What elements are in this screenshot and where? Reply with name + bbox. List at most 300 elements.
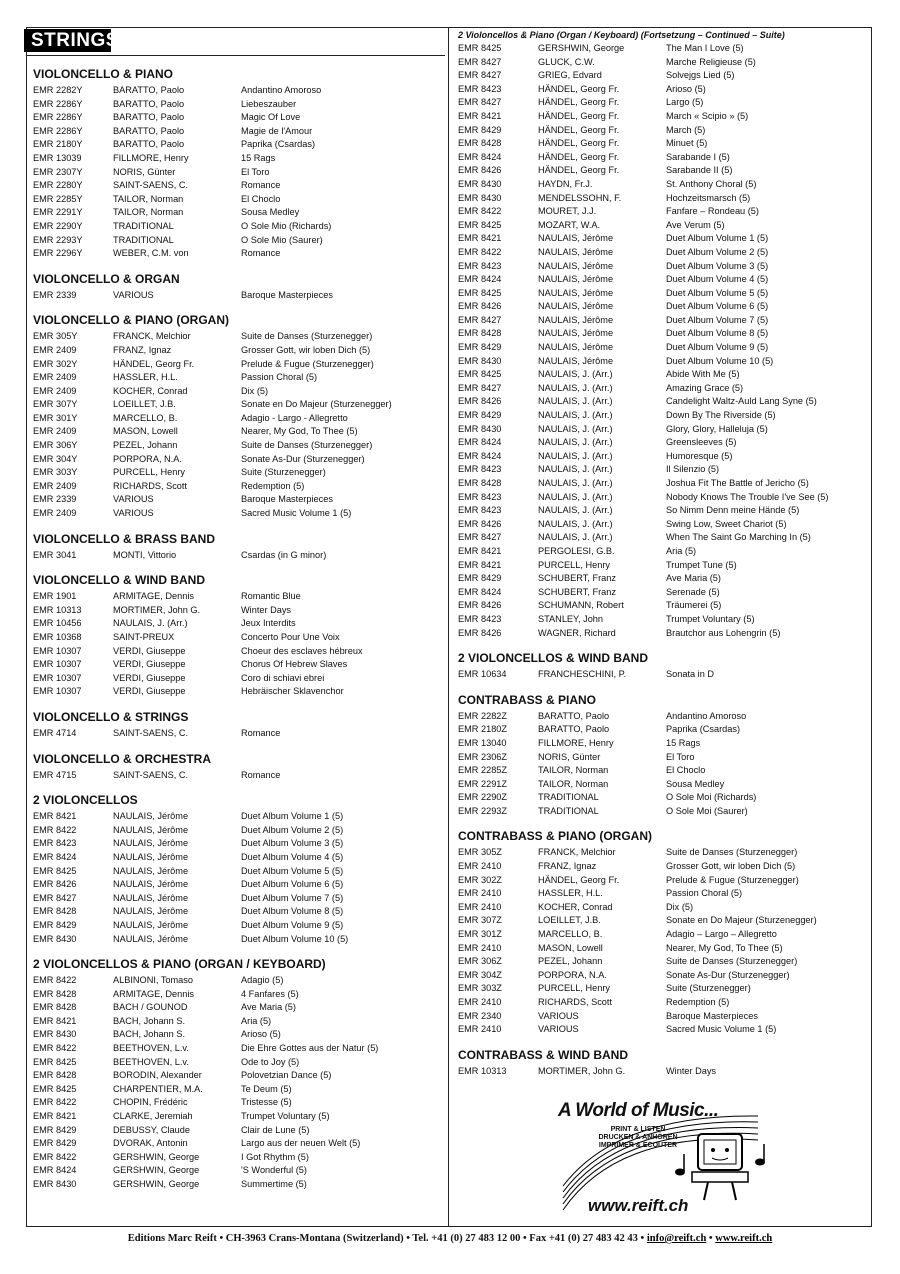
catalog-row: [455, 491, 867, 505]
section-title: VIOLONCELLO & BRASS BAND: [33, 531, 216, 546]
composer-name: BARATTO, Paolo: [113, 98, 185, 109]
composer-name: FRANCK, Melchior: [538, 847, 616, 858]
section-title: VIOLONCELLO & STRINGS: [33, 709, 189, 724]
work-title: Duet Album Volume 1 (5): [666, 233, 769, 244]
work-title: Duet Album Volume 5 (5): [666, 287, 769, 298]
composer-name: NAULAIS, J. (Arr.): [538, 382, 613, 393]
catalog-number: EMR 2409: [33, 480, 77, 491]
composer-name: LOEILLET, J.B.: [113, 399, 176, 410]
composer-name: BACH, Johann S.: [113, 1015, 186, 1026]
work-title: Sonate en Do Majeur (Sturzenegger): [666, 915, 817, 926]
work-title: Suite de Danses (Sturzenegger): [241, 440, 373, 451]
catalog-row: [455, 668, 867, 682]
work-title: Redemption (5): [666, 997, 730, 1007]
catalog-row: [30, 371, 442, 385]
work-title: Arioso (5): [241, 1029, 281, 1040]
catalog-number: EMR 8428: [458, 478, 502, 488]
catalog-row: [30, 358, 442, 372]
catalog-number: EMR 2410: [458, 888, 502, 899]
catalog-number: EMR 8421: [458, 110, 502, 121]
catalog-number: EMR 2409: [33, 372, 77, 383]
work-title: Duet Album Volume 2 (5): [666, 246, 769, 257]
catalog-number: EMR 8425: [458, 369, 502, 380]
catalog-row: [30, 398, 442, 412]
composer-name: NAULAIS, J. (Arr.): [113, 618, 188, 629]
catalog-row: [455, 791, 867, 805]
composer-name: NAULAIS, J. (Arr.): [538, 478, 613, 488]
work-title: Winter Days: [241, 604, 292, 615]
catalog-number: EMR 8425: [458, 219, 502, 230]
catalog-row: [455, 192, 867, 206]
work-title: Sacred Music Volume 1 (5): [241, 508, 352, 519]
catalog-row: [455, 110, 867, 124]
catalog-number: EMR 2286Y: [33, 98, 83, 109]
catalog-number: EMR 8430: [33, 933, 77, 944]
composer-name: CHOPIN, Frédéric: [113, 1097, 188, 1108]
catalog-row: [455, 409, 867, 423]
catalog-row: [30, 1015, 442, 1029]
catalog-row: [455, 914, 867, 928]
catalog-number: EMR 305Z: [458, 847, 502, 858]
composer-name: NAULAIS, Jérôme: [538, 233, 614, 244]
work-title: Romantic Blue: [241, 591, 301, 602]
composer-name: NAULAIS, J. (Arr.): [538, 410, 613, 421]
work-title: St. Anthony Choral (5): [666, 178, 757, 189]
work-title: Coro di schiavi ebrei: [241, 672, 325, 683]
catalog-row: [30, 878, 442, 892]
work-title: Dix (5): [666, 901, 694, 912]
work-title: Humoresque (5): [666, 450, 733, 461]
composer-name: NAULAIS, Jérôme: [113, 824, 189, 835]
composer-name: NORIS, Günter: [113, 166, 176, 177]
catalog-number: EMR 8427: [33, 892, 77, 903]
section-title: VIOLONCELLO & PIANO (ORGAN): [33, 313, 229, 328]
work-title: Duet Album Volume 9 (5): [241, 919, 344, 930]
catalog-row: [30, 865, 442, 879]
work-title: Trumpet Tune (5): [666, 559, 737, 570]
catalog-row: [455, 710, 867, 724]
catalog-number: EMR 8422: [33, 824, 77, 835]
composer-name: MONTI, Vittorio: [113, 549, 177, 560]
composer-name: NAULAIS, Jérôme: [538, 260, 614, 271]
catalog-row: [30, 810, 442, 824]
composer-name: BARATTO, Paolo: [113, 139, 185, 150]
catalog-number: EMR 8428: [458, 138, 502, 149]
composer-name: SCHUBERT, Franz: [538, 586, 616, 597]
work-title: Duet Album Volume 9 (5): [666, 342, 769, 353]
catalog-number: EMR 1901: [33, 591, 77, 602]
catalog-number: EMR 307Z: [458, 915, 502, 926]
composer-name: PORPORA, N.A.: [113, 453, 182, 464]
catalog-row: [455, 205, 867, 219]
catalog-number: EMR 8422: [33, 975, 77, 986]
composer-name: BARATTO, Paolo: [113, 125, 185, 136]
work-title: Duet Album Volume 7 (5): [666, 314, 769, 325]
catalog-number: EMR 8429: [458, 573, 502, 584]
work-title: O Sole Mio (Richards): [241, 220, 332, 231]
catalog-number: EMR 302Z: [458, 874, 502, 885]
composer-name: NAULAIS, Jérôme: [113, 919, 189, 930]
catalog-row: [30, 933, 442, 947]
catalog-row: [455, 219, 867, 233]
catalog-number: EMR 303Z: [458, 983, 502, 994]
section-title: CONTRABASS & PIANO: [458, 692, 597, 707]
catalog-row: [30, 412, 442, 426]
work-title: O Sole Moi (Saurer): [666, 805, 748, 816]
catalog-number: EMR 8428: [33, 988, 77, 999]
composer-name: STANLEY, John: [538, 613, 604, 624]
catalog-number: EMR 2290Y: [33, 220, 83, 231]
catalog-number: EMR 8430: [458, 423, 502, 434]
composer-name: SAINT-SAENS, C.: [113, 769, 189, 780]
work-title: Winter Days: [666, 1065, 717, 1076]
work-title: Abide With Me (5): [666, 369, 740, 380]
catalog-number: EMR 2410: [458, 901, 502, 912]
catalog-number: EMR 2293Y: [33, 234, 83, 245]
catalog-number: EMR 304Y: [33, 453, 78, 464]
catalog-number: EMR 2410: [458, 1024, 502, 1035]
catalog-row: [455, 423, 867, 437]
catalog-row: [30, 988, 442, 1002]
catalog-row: [455, 531, 867, 545]
composer-name: TAILOR, Norman: [113, 207, 184, 218]
catalog-row: [30, 152, 442, 166]
work-title: Amazing Grace (5): [666, 382, 744, 393]
catalog-row: [30, 905, 442, 919]
work-title: 15 Rags: [666, 737, 701, 748]
composer-name: MASON, Lowell: [113, 426, 178, 437]
work-title: Ave Maria (5): [241, 1002, 296, 1013]
composer-name: ALBINONI, Tomaso: [113, 975, 193, 986]
advert-line: PRINT & LISTEN: [610, 1126, 666, 1133]
catalog-number: EMR 306Y: [33, 440, 78, 451]
catalog-row: [455, 955, 867, 969]
advert-title: A World of Music...: [558, 1100, 719, 1121]
section-title: VIOLONCELLO & WIND BAND: [33, 573, 205, 588]
catalog-number: EMR 8429: [458, 342, 502, 353]
composer-name: CLARKE, Jeremiah: [113, 1111, 193, 1122]
left-column: [30, 28, 442, 1198]
composer-name: MOZART, W.A.: [538, 219, 601, 230]
catalog-number: EMR 8426: [458, 627, 502, 638]
work-title: Te Deum (5): [241, 1083, 292, 1094]
work-title: Duet Album Volume 1 (5): [241, 811, 344, 822]
catalog-row: [30, 425, 442, 439]
catalog-row: [30, 974, 442, 988]
catalog-row: [455, 477, 867, 491]
composer-name: BARATTO, Paolo: [538, 724, 610, 735]
catalog-number: EMR 8422: [458, 206, 502, 217]
composer-name: TRADITIONAL: [538, 805, 599, 816]
right-column: [455, 28, 867, 1084]
catalog-number: EMR 8427: [458, 314, 502, 325]
catalog-number: EMR 8422: [33, 1043, 77, 1054]
work-title: Träumerei (5): [666, 600, 722, 611]
composer-name: BACH, Johann S.: [113, 1029, 186, 1040]
catalog-number: EMR 305Y: [33, 331, 78, 342]
work-title: Duet Album Volume 7 (5): [241, 892, 344, 903]
catalog-number: EMR 8422: [458, 246, 502, 257]
work-title: Jeux Interdits: [241, 618, 296, 629]
composer-name: HÄNDEL, Georg Fr.: [538, 97, 620, 108]
composer-name: BEETHOVEN, L.v.: [113, 1056, 189, 1067]
work-title: Sacred Music Volume 1 (5): [666, 1024, 777, 1035]
work-title: Aria (5): [666, 545, 697, 556]
section-title: CONTRABASS & WIND BAND: [458, 1047, 628, 1062]
work-title: Sarabande I (5): [666, 151, 730, 162]
catalog-row: [455, 1023, 867, 1037]
work-title: Marche Religieuse (5): [666, 56, 756, 67]
catalog-row: [30, 247, 442, 261]
composer-name: TRADITIONAL: [113, 234, 174, 245]
catalog-row: [30, 919, 442, 933]
catalog-row: [30, 590, 442, 604]
composer-name: CHARPENTIER, M.A.: [113, 1083, 203, 1094]
catalog-number: EMR 8425: [33, 1083, 77, 1094]
catalog-row: [30, 98, 442, 112]
catalog-row: [455, 751, 867, 765]
work-title: Sonate As-Dur (Sturzenegger): [666, 969, 790, 980]
composer-name: TRADITIONAL: [113, 220, 174, 231]
catalog-row: [455, 504, 867, 518]
catalog-row: [30, 1069, 442, 1083]
catalog-number: EMR 8426: [458, 518, 502, 529]
catalog-number: EMR 10307: [33, 672, 82, 683]
work-title: Serenade (5): [666, 586, 720, 597]
work-title: Solvejgs Lied (5): [666, 70, 735, 81]
catalog-row: [30, 84, 442, 98]
catalog-number: EMR 8429: [458, 410, 502, 421]
work-title: Sonate en Do Majeur (Sturzenegger): [241, 399, 392, 410]
work-title: O Sole Mio (Saurer): [241, 234, 323, 245]
catalog-number: EMR 10313: [33, 604, 82, 615]
catalog-row: [30, 1124, 442, 1138]
catalog-number: EMR 2409: [33, 508, 77, 519]
work-title: Csardas (in G minor): [241, 549, 327, 560]
section-title: VIOLONCELLO & PIANO: [33, 67, 174, 81]
work-title: Trumpet Voluntary (5): [666, 613, 755, 624]
catalog-row: [30, 344, 442, 358]
catalog-number: EMR 8425: [33, 865, 77, 876]
catalog-row: [455, 436, 867, 450]
composer-name: FILLMORE, Henry: [113, 152, 189, 163]
composer-name: NAULAIS, Jérôme: [113, 838, 189, 849]
catalog-number: EMR 2180Z: [458, 724, 508, 735]
composer-name: PURCELL, Henry: [538, 559, 610, 570]
strings-banner: STRINGS: [24, 29, 111, 52]
catalog-row: [30, 206, 442, 220]
catalog-number: EMR 8429: [33, 919, 77, 930]
catalog-number: EMR 8426: [458, 600, 502, 611]
catalog-row: [455, 137, 867, 151]
catalog-row: [30, 220, 442, 234]
composer-name: MORTIMER, John G.: [538, 1065, 626, 1076]
catalog-row: [455, 178, 867, 192]
work-title: Suite de Danses (Sturzenegger): [666, 956, 798, 967]
composer-name: NAULAIS, Jérôme: [538, 314, 614, 325]
catalog-number: EMR 2291Y: [33, 207, 83, 218]
composer-name: PEZEL, Johann: [538, 956, 603, 967]
catalog-number: EMR 8425: [33, 1056, 77, 1067]
catalog-row: [30, 1096, 442, 1110]
catalog-row: [455, 764, 867, 778]
composer-name: HASSLER, H.L.: [113, 372, 178, 383]
column-divider: [448, 27, 449, 1227]
catalog-number: EMR 8421: [458, 545, 502, 556]
footer-separator: •: [706, 1233, 716, 1244]
catalog-number: EMR 2280Y: [33, 180, 83, 191]
catalog-number: EMR 2293Z: [458, 805, 508, 816]
catalog-number: EMR 2409: [33, 426, 77, 437]
catalog-number: EMR 8427: [458, 532, 502, 543]
catalog-row: [455, 887, 867, 901]
work-title: Glory, Glory, Halleluja (5): [666, 423, 768, 434]
catalog-number: EMR 2410: [458, 861, 502, 872]
work-title: Andantino Amoroso: [666, 710, 747, 721]
right-sections: [455, 650, 867, 1078]
composer-name: BARATTO, Paolo: [113, 85, 185, 95]
composer-name: PURCELL, Henry: [538, 983, 610, 994]
work-title: 'S Wonderful (5): [241, 1165, 307, 1176]
catalog-row: [455, 273, 867, 287]
footer-email-link[interactable]: info@reift.ch: [646, 1233, 707, 1244]
catalog-number: EMR 302Y: [33, 358, 78, 369]
composer-name: NAULAIS, J. (Arr.): [538, 396, 613, 407]
catalog-number: EMR 10307: [33, 659, 82, 670]
composer-name: VARIOUS: [113, 494, 154, 505]
composer-name: NAULAIS, Jérôme: [113, 851, 189, 862]
catalog-section: [30, 531, 442, 563]
catalog-number: EMR 2409: [33, 344, 77, 355]
catalog-row: [30, 125, 442, 139]
work-title: Chorus Of Hebrew Slaves: [241, 659, 348, 670]
catalog-row: [455, 723, 867, 737]
catalog-number: EMR 2410: [458, 997, 502, 1007]
composer-name: KOCHER, Conrad: [538, 901, 613, 912]
composer-name: PORPORA, N.A.: [538, 969, 607, 980]
banner-wrap: [27, 29, 445, 56]
catalog-number: EMR 8424: [458, 586, 502, 597]
work-title: Joshua Fit The Battle of Jericho (5): [666, 478, 809, 488]
catalog-section: [30, 312, 442, 520]
catalog-number: EMR 8428: [33, 1002, 77, 1013]
catalog-number: EMR 10634: [458, 669, 507, 680]
continued-heading: 2 Violoncellos & Piano (Organ / Keyboard) (Fortsetzung – Continued – Suite): [458, 30, 785, 40]
composer-name: VARIOUS: [538, 1010, 579, 1021]
composer-name: NAULAIS, Jérôme: [113, 879, 189, 890]
catalog-row: [30, 453, 442, 467]
composer-name: NAULAIS, Jérôme: [538, 301, 614, 312]
catalog-number: EMR 13039: [33, 152, 82, 163]
composer-name: HÄNDEL, Georg Fr.: [538, 124, 620, 135]
catalog-row: [30, 851, 442, 865]
composer-name: NAULAIS, Jérôme: [538, 274, 614, 285]
composer-name: MARCELLO, B.: [113, 412, 178, 423]
catalog-number: EMR 8424: [458, 437, 502, 448]
catalog-row: [455, 613, 867, 627]
catalog-row: [455, 996, 867, 1010]
composer-name: VERDI, Giuseppe: [113, 645, 186, 656]
composer-name: GLUCK, C.W.: [538, 56, 595, 67]
composer-name: WAGNER, Richard: [538, 627, 616, 638]
catalog-section: [455, 650, 867, 682]
composer-name: HÄNDEL, Georg Fr.: [538, 874, 620, 885]
catalog-number: EMR 8421: [458, 233, 502, 244]
composer-name: MASON, Lowell: [538, 942, 603, 953]
work-title: So Nimm Denn meine Hände (5): [666, 505, 800, 516]
catalog-row: [30, 685, 442, 699]
work-title: El Toro: [241, 166, 270, 177]
composer-name: BARATTO, Paolo: [538, 710, 610, 721]
composer-name: FILLMORE, Henry: [538, 737, 614, 748]
catalog-number: EMR 301Y: [33, 412, 78, 423]
work-title: Suite (Sturzenegger): [666, 983, 751, 994]
catalog-number: EMR 8423: [458, 491, 502, 502]
catalog-row: [455, 355, 867, 369]
composer-name: VERDI, Giuseppe: [113, 659, 186, 670]
composer-name: VARIOUS: [113, 508, 154, 519]
composer-name: WEBER, C.M. von: [113, 248, 189, 259]
catalog-section: [30, 751, 442, 783]
catalog-number: EMR 8430: [458, 355, 502, 366]
footer-text: Editions Marc Reift • CH-3963 Crans-Montana (Switzerland) • Tel. +41 (0) 27 483 12 00 • Fax +41 (0) 27 483 42 43 •: [127, 1233, 647, 1244]
composer-name: NAULAIS, J. (Arr.): [538, 464, 613, 475]
catalog-row: [455, 96, 867, 110]
work-title: Suite (Sturzenegger): [241, 467, 326, 478]
composer-name: MOURET, J.J.: [538, 206, 597, 217]
catalog-number: EMR 8427: [458, 56, 502, 67]
catalog-row: [30, 330, 442, 344]
catalog-number: EMR 2307Y: [33, 166, 83, 177]
footer-web-link[interactable]: www.reift.ch: [715, 1233, 773, 1244]
advert-subtitle: [588, 1126, 688, 1150]
composer-name: FRANCK, Melchior: [113, 331, 191, 342]
composer-name: NAULAIS, Jérôme: [113, 865, 189, 876]
catalog-row: [30, 1164, 442, 1178]
composer-name: GERSHWIN, George: [113, 1179, 200, 1189]
composer-name: TAILOR, Norman: [538, 778, 609, 789]
catalog-row: [30, 617, 442, 631]
work-title: Sarabande II (5): [666, 165, 733, 176]
catalog-number: EMR 2285Y: [33, 193, 83, 204]
composer-name: GERSHWIN, George: [113, 1165, 200, 1176]
composer-name: FRANCHESCHINI, P.: [538, 669, 627, 680]
work-title: Largo aus der neuen Welt (5): [241, 1138, 361, 1149]
composer-name: HASSLER, H.L.: [538, 888, 603, 899]
work-title: Arioso (5): [666, 83, 706, 94]
catalog-row: [455, 969, 867, 983]
catalog-section: [455, 828, 867, 1036]
catalog-number: EMR 8423: [458, 260, 502, 271]
composer-name: TRADITIONAL: [538, 792, 599, 803]
catalog-row: [455, 1065, 867, 1079]
catalog-number: EMR 8424: [458, 151, 502, 162]
catalog-number: EMR 8430: [458, 178, 502, 189]
catalog-section: [30, 956, 442, 1192]
catalog-number: EMR 8421: [33, 1015, 77, 1026]
work-title: Die Ehre Gottes aus der Natur (5): [241, 1043, 379, 1054]
catalog-row: [30, 892, 442, 906]
composer-name: BACH / GOUNOD: [113, 1002, 188, 1013]
catalog-number: EMR 8426: [458, 165, 502, 176]
work-title: Adagio (5): [241, 975, 284, 986]
composer-name: HÄNDEL, Georg Fr.: [538, 83, 620, 94]
catalog-row: [455, 805, 867, 819]
work-title: Duet Album Volume 6 (5): [241, 879, 344, 890]
advert-url[interactable]: www.reift.ch: [588, 1196, 689, 1215]
catalog-number: EMR 10313: [458, 1065, 507, 1076]
composer-name: ARMITAGE, Dennis: [113, 591, 195, 602]
